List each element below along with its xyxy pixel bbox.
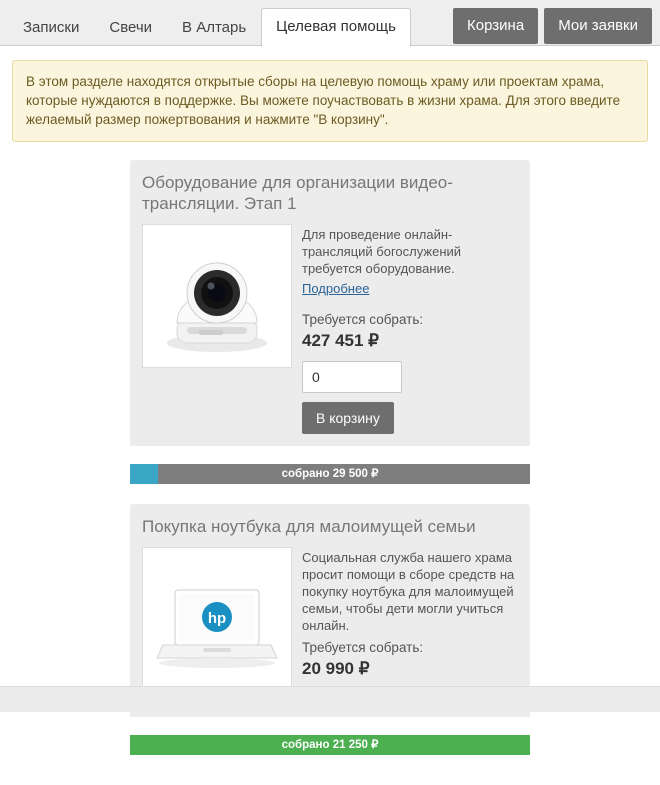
- donation-amount-input[interactable]: [302, 361, 402, 393]
- tab-zapiski[interactable]: Записки: [8, 9, 94, 47]
- campaign-title: Оборудование для организации видео-трансляции. Этап 1: [142, 172, 518, 214]
- campaign-info: [302, 224, 518, 434]
- card-spacer: [142, 434, 518, 446]
- campaign-body: [142, 224, 518, 434]
- target-amount: 427 451 ₽: [302, 331, 518, 351]
- svg-text:hp: hp: [208, 610, 226, 627]
- my-requests-button[interactable]: Мои заявки: [544, 8, 652, 44]
- account-actions: [453, 8, 652, 44]
- primary-tabs: [8, 8, 411, 47]
- tab-svechi[interactable]: Свечи: [94, 9, 167, 47]
- ptz-camera-image: [142, 224, 292, 368]
- need-label: Требуется собрать:: [302, 312, 518, 327]
- progress-bar: [130, 464, 530, 484]
- progress-label: собрано 29 500 ₽: [130, 464, 530, 484]
- progress-bar: [130, 735, 530, 755]
- campaign-title: Покупка ноутбука для малоимущей семьи: [142, 516, 518, 537]
- tab-v-altar[interactable]: В Алтарь: [167, 9, 261, 47]
- completed-label: Сбор завершен, спасибо!: [321, 689, 487, 705]
- details-link[interactable]: Подробнее: [302, 281, 369, 296]
- add-to-cart-button[interactable]: В корзину: [302, 402, 394, 434]
- info-banner: В этом разделе находятся открытые сборы на целевую помощь храму или проектам храма, которые нуждаются в поддержке. Вы можете поучаствовать в жизни храма. Для этого введите желаемый размер пожертвования и нажмите "В корзину".: [12, 60, 648, 142]
- cart-button[interactable]: Корзина: [453, 8, 538, 44]
- tab-celevaya-pomoshch[interactable]: Целевая помощь: [261, 8, 411, 47]
- target-amount: 20 990 ₽: [302, 659, 518, 679]
- campaign-card: [130, 160, 530, 446]
- laptop-image: [142, 547, 292, 705]
- top-tab-bar: [0, 0, 660, 46]
- hand-heart-icon: ❤: [302, 690, 315, 705]
- need-label: Требуется собрать:: [302, 640, 518, 655]
- progress-label: собрано 21 250 ₽: [130, 735, 530, 755]
- footer-strip: [0, 686, 660, 712]
- campaign-description: Социальная служба нашего храма просит помощи в сборе средств на покупку ноутбука для малоимущей семьи, чтобы дети могли учиться онлайн.: [302, 549, 518, 634]
- campaign-description: Для проведение онлайн-трансляций богослужений требуется оборудование.: [302, 226, 518, 277]
